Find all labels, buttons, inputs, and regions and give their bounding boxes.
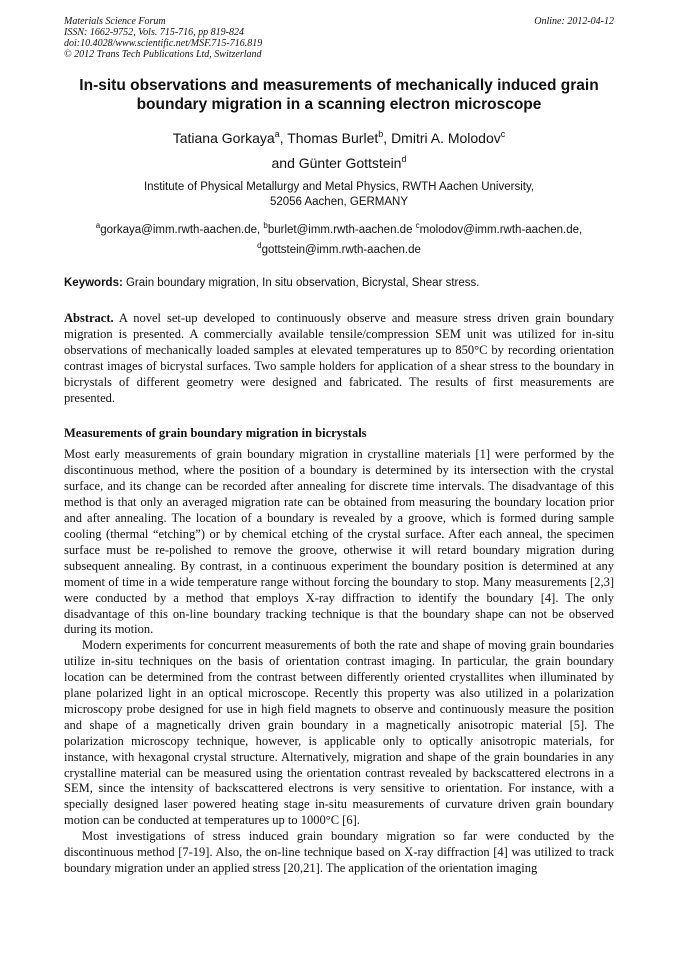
body-paragraph: Most investigations of stress induced grain boundary migration so far were conducted by the discontinuous method [7-19]. Also, the on-line technique based on X-ray diffraction [4] was utilized to track boundary migration under an applied stress [20,21]. The application of the orientation imaging: [64, 829, 614, 875]
body-paragraph: Modern experiments for concurrent measurements of both the rate and shape of moving grain boundaries utilize in-situ techniques on the basis of orientation contrast imaging. In particular, the grain boundary location can be determined from the contrast between differently oriented crystallites when illuminated by plane polarized light in an optical microscope. Recently this property was also utilized in a polarization microscopy probe designed for use in high field magnets to observe and continuously measure the position and shape of a magnetically driven grain boundary in a magnetically anisotropic material [5]. The polarization microscopy technique, however, is applicable only to optically anisotropic materials, for instance, with hexagonal crystal structure. Alternatively, migration and shape of the grain boundaries in any crystalline material can be measured using the orientation contrast revealed by backscattered electrons in a SEM, since the intensity of backscattered electrons is very sensitive to orientation. For instance, with a specially designed laser powered heating stage in-situ measurements of curvature driven grain boundary motion can be conducted at temperatures up to 1000°C [6].: [64, 638, 614, 828]
email-line-2: [64, 238, 614, 258]
journal-issn: ISSN: 1662-9752, Vols. 715-716, pp 819-824: [64, 27, 244, 38]
email-marker: a: [95, 221, 101, 230]
email-address: molodov@imm.rwth-aachen.de,: [419, 224, 583, 236]
author-name: Tatiana Gorkaya: [172, 130, 275, 146]
author-separator: ,: [279, 130, 288, 146]
paper-page: [64, 16, 614, 877]
section-heading: Measurements of grain boundary migration in bicrystals: [64, 426, 367, 441]
affiliation: [64, 180, 614, 210]
author-name: and Günter Gottstein: [271, 155, 402, 171]
keywords-text: Grain boundary migration, In situ observation, Bicrystal, Shear stress.: [122, 277, 480, 289]
keywords: [64, 276, 614, 291]
journal-copyright: © 2012 Trans Tech Publications Ltd, Switzerland: [64, 49, 262, 60]
journal-name: Materials Science Forum: [64, 16, 166, 27]
abstract-text: A novel set-up developed to continuously observe and measure stress driven grain boundary migration is presented. A commercially available tensile/compression SEM unit was utilized for in-situ observations of mechanically loaded samples at elevated temperatures up to 850°C by recording orientation contrast images of bicrystal surfaces. Two sample holders for application of a shear stress to the boundary in bicrystals of different geometry were designed and fabricated. The results of first measurements are presented.: [64, 311, 614, 405]
author-marker: a: [274, 129, 280, 139]
email-marker: d: [257, 241, 262, 250]
paper-title: In-situ observations and measurements of mechanically induced grain boundary migration in a scanning electron microscope: [79, 77, 599, 113]
journal-doi: doi:10.4028/www.scientific.net/MSF.715-716.819: [64, 38, 263, 49]
author-list: [64, 124, 614, 174]
email-address: burlet@imm.rwth-aachen.de: [267, 224, 416, 236]
email-address: gorkaya@imm.rwth-aachen.de,: [100, 224, 264, 236]
abstract: [64, 311, 614, 406]
author-name: Thomas Burlet: [287, 130, 379, 146]
author-marker: c: [500, 129, 506, 139]
author-line-1: [64, 124, 614, 149]
affiliation-line-2: 52056 Aachen, GERMANY: [269, 196, 409, 208]
author-marker: b: [378, 129, 384, 139]
online-date: Online: 2012-04-12: [534, 16, 614, 27]
section-body: [64, 447, 614, 876]
body-paragraph: Most early measurements of grain boundary migration in crystalline materials [1] were performed by the discontinuous method, where the position of a boundary is determined by its intersection with the crystal surface, and its change can be recorded after annealing for discrete time intervals. The disadvantage of this method is that only an averaged migration rate can be obtained from measuring the boundary location prior and after annealing. The location of a boundary is revealed by a groove, which is formed during sample cooling (thermal “etching”) or by chemical etching of the crystal surface. After each anneal, the specimen surface must be re-polished to remove the groove, otherwise it will retard boundary migration during subsequent annealing. By contrast, in a continuous experiment the boundary position is determined at any moment of time in a wide temperature range without forcing the boundary to stop. Many measurements [2,3] were conducted by a method that employs X-ray diffraction to identify the boundary [4]. The only disadvantage of this on-line boundary tracking technique is that the boundary shape can not be observed during its motion.: [64, 447, 614, 637]
author-emails: [64, 218, 614, 258]
abstract-label: Abstract.: [64, 311, 114, 325]
email-marker: b: [263, 221, 268, 230]
author-separator: ,: [383, 130, 392, 146]
email-line-1: [64, 218, 614, 238]
journal-header: [64, 16, 614, 60]
email-marker: c: [415, 221, 420, 230]
author-marker: d: [401, 154, 407, 164]
affiliation-line-1: Institute of Physical Metallurgy and Metal Physics, RWTH Aachen University,: [143, 181, 535, 193]
author-line-2: [64, 149, 614, 174]
author-name: Dmitri A. Molodov: [391, 130, 501, 146]
journal-info: [64, 16, 614, 60]
keywords-label: Keywords:: [64, 277, 123, 289]
email-address: gottstein@imm.rwth-aachen.de: [261, 244, 421, 256]
